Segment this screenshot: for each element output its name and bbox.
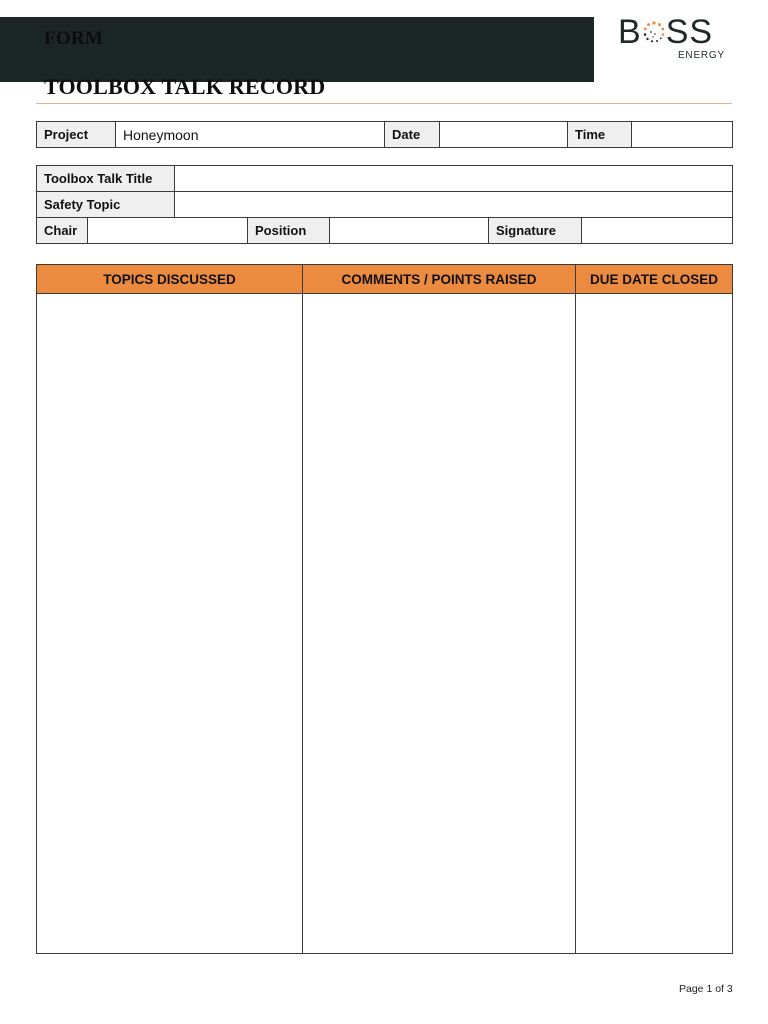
safety-topic-label: Safety Topic: [37, 192, 175, 218]
position-field[interactable]: [330, 218, 489, 244]
signature-field[interactable]: [582, 218, 733, 244]
project-info-table: [36, 121, 733, 148]
date-label: Date: [385, 122, 440, 148]
talk-details-table: [36, 165, 733, 244]
due-date-header: DUE DATE CLOSED: [576, 265, 733, 294]
comments-header: COMMENTS / POINTS RAISED: [303, 265, 576, 294]
project-label: Project: [37, 122, 116, 148]
chair-label: Chair: [37, 218, 88, 244]
talk-title-row: [37, 166, 733, 192]
logo-wordmark: [618, 13, 713, 51]
topics-body-row: [37, 294, 733, 954]
date-field[interactable]: [440, 122, 568, 148]
signature-label: Signature: [489, 218, 582, 244]
topics-header-row: [37, 265, 733, 294]
chair-field[interactable]: [88, 218, 248, 244]
safety-topic-field[interactable]: [175, 192, 733, 218]
project-row: [37, 122, 733, 148]
logo-text-right: SS: [665, 13, 714, 51]
sun-burst-icon: [642, 19, 666, 45]
due-date-cell[interactable]: [576, 294, 733, 954]
time-label: Time: [568, 122, 632, 148]
form-label: FORM: [44, 28, 104, 49]
topics-discussed-header: TOPICS DISCUSSED: [37, 265, 303, 294]
document-title: TOOLBOX TALK RECORD: [44, 74, 326, 99]
talk-title-label: Toolbox Talk Title: [37, 166, 175, 192]
title-divider: [36, 103, 732, 104]
logo-subtext: ENERGY: [677, 50, 725, 61]
safety-topic-row: [37, 192, 733, 218]
topics-discussed-cell[interactable]: [37, 294, 303, 954]
chair-row: [37, 218, 733, 244]
logo-text-left: B: [618, 13, 642, 51]
project-field[interactable]: Honeymoon: [116, 122, 385, 148]
page-number: Page 1 of 3: [679, 983, 733, 995]
talk-title-field[interactable]: [175, 166, 733, 192]
position-label: Position: [248, 218, 330, 244]
time-field[interactable]: [632, 122, 733, 148]
topics-table: [36, 264, 733, 954]
comments-cell[interactable]: [303, 294, 576, 954]
company-logo: [618, 13, 728, 65]
